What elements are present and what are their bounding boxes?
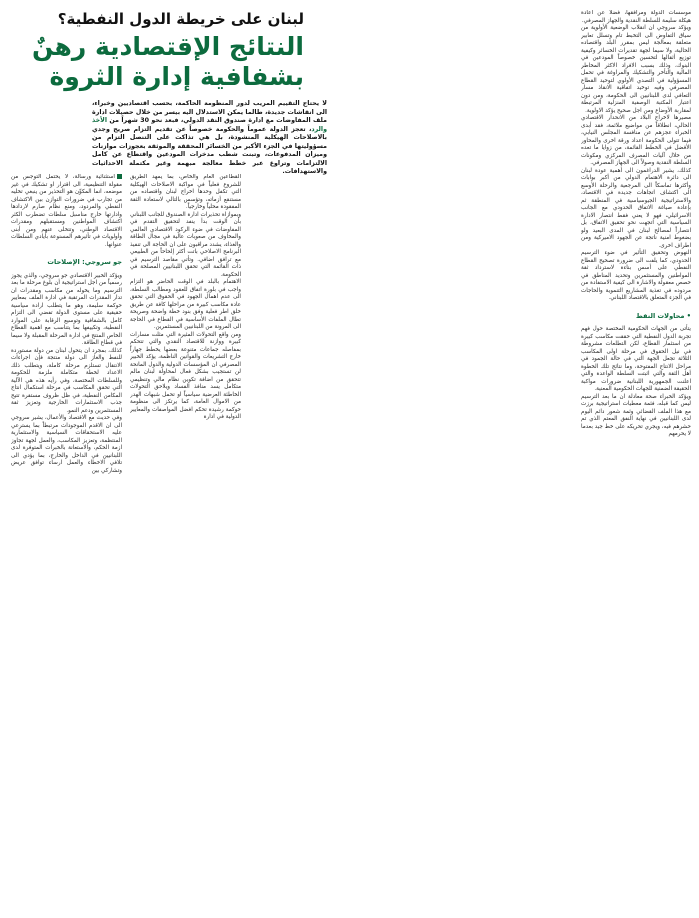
square-bullet-icon bbox=[117, 174, 122, 179]
lead-text-2: ، تعجز الدولة عموماً والحكومة خصوصاً عن تقديم التزام صريح وجدي بالاصلاحات الهيكلية المنشودة، بل هي تذاكت على التنصل التزام من مسؤوليتها في الجزء الأكبر من الخسائر المحققة والموثقة بعجوزات موازنات وميزان المدفوعات، وتبنت شطب مدخرات المودعين واقتطاع عن كامل الالتزامات وتراوغ عبر خطط معالجة مبهمة وغير مكتملة الاحداثيات والاستهدافات. bbox=[92, 125, 327, 175]
lead-highlight: الأخذ والرد bbox=[92, 117, 327, 133]
column-3 bbox=[11, 174, 122, 905]
col2-paragraph: القطاعين العام والخاص، بما يمهد الطريق للشروع فعلياً في مواكبة الاصلاحات الهيكلية التي تكفل وحدها اخراج لبنان واقتصاده من مستنقع أزماته، وتؤسس بالتالي لاستعادة الثقة المفقودة محلياً وخارجياً. bbox=[130, 174, 241, 210]
column-1 bbox=[581, 10, 691, 905]
col1-paragraph: النهوض وتحقيق التأثير في ضوء الترسيم الحدودي، كما يلفت الى ضرورة تصحيح القطاع النفطي على أسس بناءة لاسترداد ثقة المواطنين والمستثمرين وتحديد المناطق في حصص معقولة والاشارة الى كيفية الاستفادة من مردوده في تغذية المشاريع التنموية والحاجات في الجزء المتعلق بالاقتصاد اللبناني. bbox=[581, 250, 691, 301]
col1-paragraph: ويؤكد سروجي ان انقلاب الوضعية الأولوية من سياق التفاوض الى التخبط تام وتسلل تعابير متعلقة بمعالجة ليس بمقرر البلد واقتصاده الحالية، ولا سيما لجهة تقديرات الخسائر وكيفية توزيع أثقالها لتحسين خصوصاً المودعين في البنوك، وذلك بسبب الافراد الاكثر المخاطر المالية والتأخر والتشكيك والمراوغة في تحمل المسؤولية في التصدي الأولوي لتوحيد القطاع المصرفي وفيه توخيد اتفاقية الانقاذ مسار التعافي لدى اللبنانيين الى الحكومة، ومن دون اعتبار المكتبة الوصفية المنزلية المرتبطة لمقاربة الأوضاع ومن اجل صحيح يؤكد الاولوية. bbox=[581, 25, 691, 114]
lead-text-1: لا يحتاج التقييم المريب لدور المنظومة الحاكمة، بحسب اقتصاديين وخبراء، الى انقاشات جديدة، طالما يمكن الاستدلال اليه بيسر من خلال حصيلات ادارة ملف المفاوضات مع ادارة صندوق النقد الدولي، فبعد نحو 30 شهراً من bbox=[92, 100, 327, 124]
col1-paragraph: ويؤكد الخبراء صحة معادلة ان ما بعد الترسيم ليس كما قبله، فثمة معطيات استراتيجية برزت مع هذا الملف القضائي وثمة شعور دائم اليوم لدى اللبنانيين في نهاية النفق المعتم الذي تم حشرهم فيه، ويجري تحريكه على خط جيد بعدما لا يحرمهم bbox=[581, 393, 691, 437]
col3-paragraph: ويؤكد الخبير الاقتصادي جو سروجي، والذي يجوز رسمياً من اجل استراتيجية أن بلوغ مرحلة ما بعد الترسيم وما يخوله من مكاسب ومقدرات ان تدار المقدرات المرتقبة في ادارة الملف بمعايير حوكمة سليمة، وهو ما يتطلب ارادة سياسية حقيقية على مستوى الدولة تفضي الى التزام كامل بالشفافية وتوسيع الرقابة على الموارد النفطية، وتكييفها بما يتناسب مع اهمية القطاع الخاص المنتج في ادارة المرحلة المقبلة ولا سيما في قطاع الطاقة. bbox=[11, 272, 122, 346]
col1-paragraph: كذلك، يشير الدراغمون الى أهمية عودة لبنان الى دائرة الاهتمام الدولي من أكبر بوابات وأكثرها تماسكاً الى المرجعية والرحلة الأوسع الى اكتشاف اتجاهات جديدة في الاقتصاد، والاستراتيجية الجيوسياسية في المنطقة ثم بإعادة صياغة الاتفاق الحدودي مع الجانب الاسرائيلي، فهو لا يعني فقط انتصار الادارة السياسية التي اتجهت نحو تحقيق الاتفاق، بل انتصاراً لمصالح لبنان في المدى البعيد ولو بضغوط امنية ناتجة عن الجهود الاميركية ومن اطراف اخرى. bbox=[581, 167, 691, 249]
article-title-line2: بشفافية إدارة الثروة bbox=[49, 62, 304, 91]
col3-paragraph: كذلك، بمجرد ان يتحول لبنان من دولة مستوردة للنفط والغاز الى دولة منتجة فإن اجراءات الانتقال تستلزم مرحلة كاملة، ويتطلب ذلك الاعداد لخطة متكاملة ملزمة للحكومة وللسلطات المختصة، وفي رأيه هذه هي الآلية التي تحقق المكاسب في مرحلة استكمال انتاج المكامن النفطية، في ظل ظروف مستقرة تتيح جذب الاستثمارات الخارجية وتعزيز ثقة المستثمرين ودعم النمو. bbox=[11, 347, 122, 414]
col2-paragraph: ومن واقع التحولات المثيرة التي مثلت مسارات كبيرة ووازنة للاقتصاد النقدي والتي تتحكم بمفاصله جماعات متنوعة بعضها يخطط جهاراً خارج التشريعات والقوانين الناظمة، يؤكد الخبير المصرفي ان المؤسسات الدولية والدول المانحة لن تستجيب بشكل فعال لمحاولة لبنان مالم تتحقق من اضافة تكوين نظام مالي وتنظيمي متكامل يسد منافذ الفساد ويلاحق التحولات الخاطئة العرضية سياسياً او تحمل شبهات الهدر من الاموال العامة، كما يرتكز الى منظومة حوكمة رشيدة تحكم افضل المواصفات والمعايير الدولية في ادارة bbox=[130, 331, 241, 420]
article-title-line1: النتائج الإقتصادية رهنٌ bbox=[32, 32, 304, 61]
col2-paragraph: الاهتمام بالبلد في الوقت الحاضر هو التزام واجب في بلورة اتفاق للعقود ومطالب السلطة، الى عدم اهمال الجهود في الحقوق التي تحقق عادة مكاسب كبيرة من مراحلها كافة عن طريق خلق اطر فعلية وفق بنود خطة واضحة وصريحة تطال الملفات الأساسية في القطاع في الحاجة الى المرونة من اللبنانيين المستثمرين. bbox=[130, 279, 241, 330]
lead-paragraph bbox=[92, 100, 327, 177]
col3-subhead: جو سروجي: الإصلاحات bbox=[47, 258, 122, 266]
col3-paragraph: وفي حديث مع الاقتصاد والأعمال، يشير سروجي الى ان الاقدم الموجودات مرتبطاً بما يسترعي عليه الاستحقاقات السياسية والاستثمارية المنتظمة، وتعزيز المكاسب، والعمل لجهة تجاوز ازمة الحكم، والاستعانة بالخبرات المتوفرة لدى اللبنانيين في الداخل والخارج، بما يؤدي الى تلافي الاخطاء والعمل ارساء توافق عريض وتشاركي بين bbox=[11, 415, 122, 474]
col1-paragraph: مصيرها لاخراج البلاد من الانحدار الاقتصادي الحالي، انطلاقاً من مواضيع ملائمة، فقد أبدى الخبراء عجزهم عن منافسة المجلس النيابي، فيما تتولى الحكومة اعداد ورقة اخرى والمحاور الأفضل في الخطط القائمة، من زوايا ما تعده من خلال آليات المصرف المركزي ومكونات السلطة النقدية وصولاً الى الجهاز المصرفي. bbox=[581, 115, 691, 166]
col1-paragraph: موسسات الدولة ومرافقها، فضلاً عن اعادة هيكلة سليمة للسلطة النقدية والجهاز المصرفي. bbox=[581, 10, 691, 24]
col1-paragraph: يتأتى من الجهات الحكومية المختصة حول فهم تجربة الدول النفطية التي حققت مكاسب كبيرة من استثمار القطاع، لكن التطلعات مشروطة في نيل الحقوق في مرحلة اولى المكاسب الثلاثة تجعل الجهة التي في حالة الجمود في مراحل الانتاج المفتوحة، وما نتائج تلك الخطوة أهل الثقة والتي اثبتت السلطة الواعدة والتي اعلنت الجمهورية اللبنانية ضرورات مواكبة الحقيقة الضمنية للجهات الحكومية المعنية. bbox=[581, 326, 691, 392]
column-2 bbox=[130, 174, 241, 905]
col2-paragraph: وبموازاة تحذيرات ادارة الصندوق للجانب اللبناني بأن الوقت بدأ ينفد لتحقيق التقدم في المفاوضات في ضوء الركود الاقتصادي العالمي والمخاوف من صعوبات عالية في مجال الطاقة والغذاء، يشدد مراقبون على ان الحاجة الى تنفيذ البرنامج الاصلاحي باتت أكثر إلحاحاً من الطبيعي مع ترافق اضافي. وتأتي مقاصد الترسيم في ذات القائمة التي تحقق اللبنانيين المصلحة في الحكومة. bbox=[130, 211, 241, 278]
article-kicker: لبنان على خريطة الدول النفطية؟ bbox=[57, 10, 304, 28]
col3-paragraph: استثنائية ورسالة، لا يحتمل التوجس من مقولة التنظيمية، الى اقترار او تشكيك في غير موضعه، انما المكوِّن هو التحذير من ينبغي تخليه من تجارب في ضرورات التوازن بين الاكتشاف النفطي والمردود، ومنع نظام صارم لاردادها وادارتها خارج مناسبل سلطات تضطرب الكثر اكتشاف المواطنين ومستقبلهم ومقدرات الاقتصاد الوطني، وتتخلى عنهم ومن أبنى وأولويات في تأثيرهم المسنوعة بأيادي السلطات عنوانها. bbox=[11, 174, 122, 248]
col1-subhead: • محاولات النفط bbox=[636, 311, 691, 320]
col1-subhead-text: محاولات النفط bbox=[636, 311, 685, 320]
